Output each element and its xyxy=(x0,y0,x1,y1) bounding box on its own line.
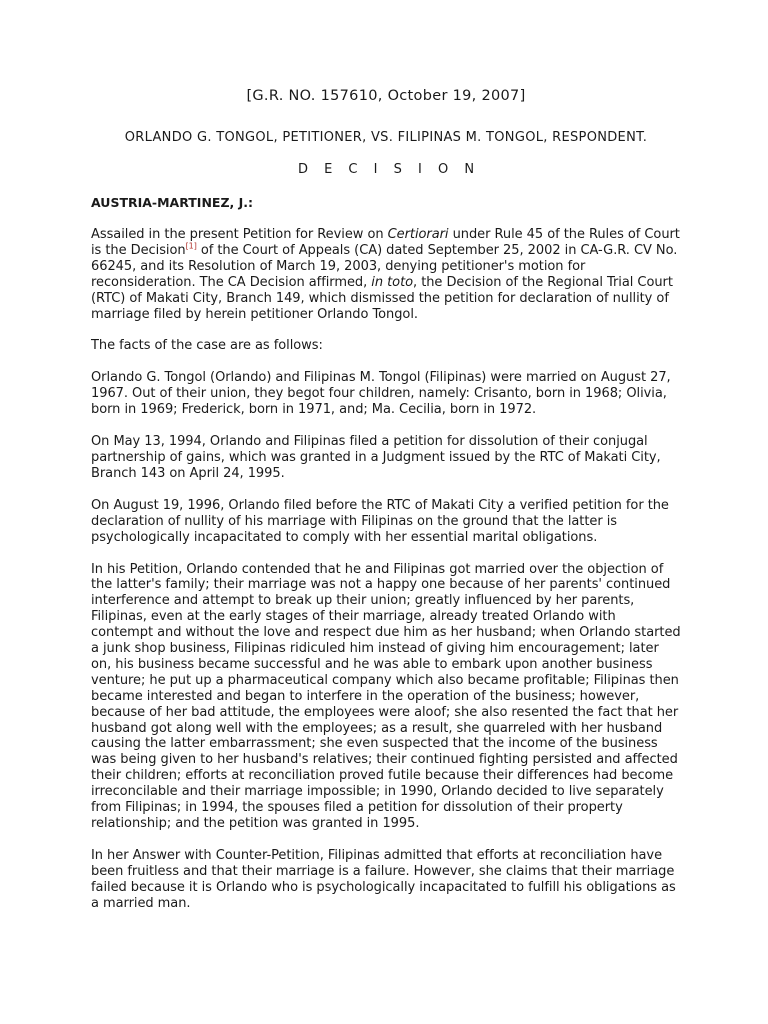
paragraph-7: In her Answer with Counter-Petition, Filipinas admitted that efforts at reconciliation have been fruitless and that their marriage is a failure. However, she claims that their marriage failed because it is Orlando who is psychologically incapacitated to fulfill his obligations as a married man. xyxy=(91,847,676,911)
paragraph-5: On August 19, 1996, Orlando filed before the RTC of Makati City a verified petition for the declaration of nullity of his marriage with Filipinas on the ground that the latter is psychologically incapacitated to comply with her essential marital obligations. xyxy=(91,497,669,545)
paragraph-4: On May 13, 1994, Orlando and Filipinas filed a petition for dissolution of their conjugal partnership of gains, which was granted in a Judgment issued by the RTC of Makati City, Branch 143 on April 24, 1995. xyxy=(91,434,661,481)
decision-document xyxy=(91,86,681,928)
paragraph-6: In his Petition, Orlando contended that he and Filipinas got married over the objection of the latter's family; their marriage was not a happy one because of her parents' continued interference and attempt to break up their union; greatly influenced by her parents, Filipinas, even at the early stages of their marriage, already treated Orlando with contempt and without the love and respect due him as her husband; when Orlando started a junk shop business, Filipinas ridiculed him instead of giving him encouragement; later on, his business became successful and he was able to embark upon another business venture; he put up a pharmaceutical company which also became profitable; Filipinas then became interested and began to interfere in the operation of the business; however, because of her bad attitude, the employees were aloof; she also resented the fact that her husband got along well with the employees; as a result, she quarreled with her husband causing the latter embarrassment; she even suspected that the income of the business was being given to her husband's relatives; their continued fighting persisted and affected their children; efforts at reconciliation proved futile because their differences had become irreconcilable and their marriage impossible; in 1990, Orlando decided to live separately from Filipinas; in 1994, the spouses filed a petition for dissolution of their property relationship; and the petition was granted in 1995. xyxy=(91,561,681,831)
paragraph-1-text-a: Assailed in the present Petition for Review on xyxy=(91,227,388,242)
paragraph-1-text-c: of the Court of Appeals (CA) dated September 25, 2002 in CA-G.R. CV No. 66245, and its Resolution of March 19, 2003, denying petitioner's motion for reconsideration. The CA Decision affirmed, xyxy=(91,242,678,290)
ponente: AUSTRIA-MARTINEZ, J.: xyxy=(91,195,254,210)
paragraph-1-italic-certiorari: Certiorari xyxy=(387,227,449,242)
paragraph-1-text-d: , the Decision of the Regional Trial Court (RTC) of Makati City, Branch 149, which dismissed the petition for declaration of nullity of marriage filed by herein petitioner Orlando Tongol. xyxy=(91,274,673,322)
paragraph-3: Orlando G. Tongol (Orlando) and Filipinas M. Tongol (Filipinas) were married on August 27, 1967. Out of their union, they begot four children, namely: Crisanto, born in 1968; Olivia, born in 1969; Frederick, born in 1971, and; Ma. Cecilia, born in 1972. xyxy=(91,370,671,418)
case-parties: ORLANDO G. TONGOL, PETITIONER, VS. FILIPINAS M. TONGOL, RESPONDENT. xyxy=(124,130,648,145)
decision-heading: D E C I S I O N xyxy=(297,162,481,177)
paragraph-2: The facts of the case are as follows: xyxy=(91,338,323,354)
paragraph-1 xyxy=(91,227,681,322)
paragraph-1-text-b: under Rule 45 of the Rules of Court is the Decision xyxy=(91,227,680,258)
case-number: [G.R. NO. 157610, October 19, 2007] xyxy=(246,88,526,104)
paragraph-1-italic-in-toto: in toto xyxy=(371,274,414,290)
footnote-link-1[interactable]: [1] xyxy=(185,241,197,251)
